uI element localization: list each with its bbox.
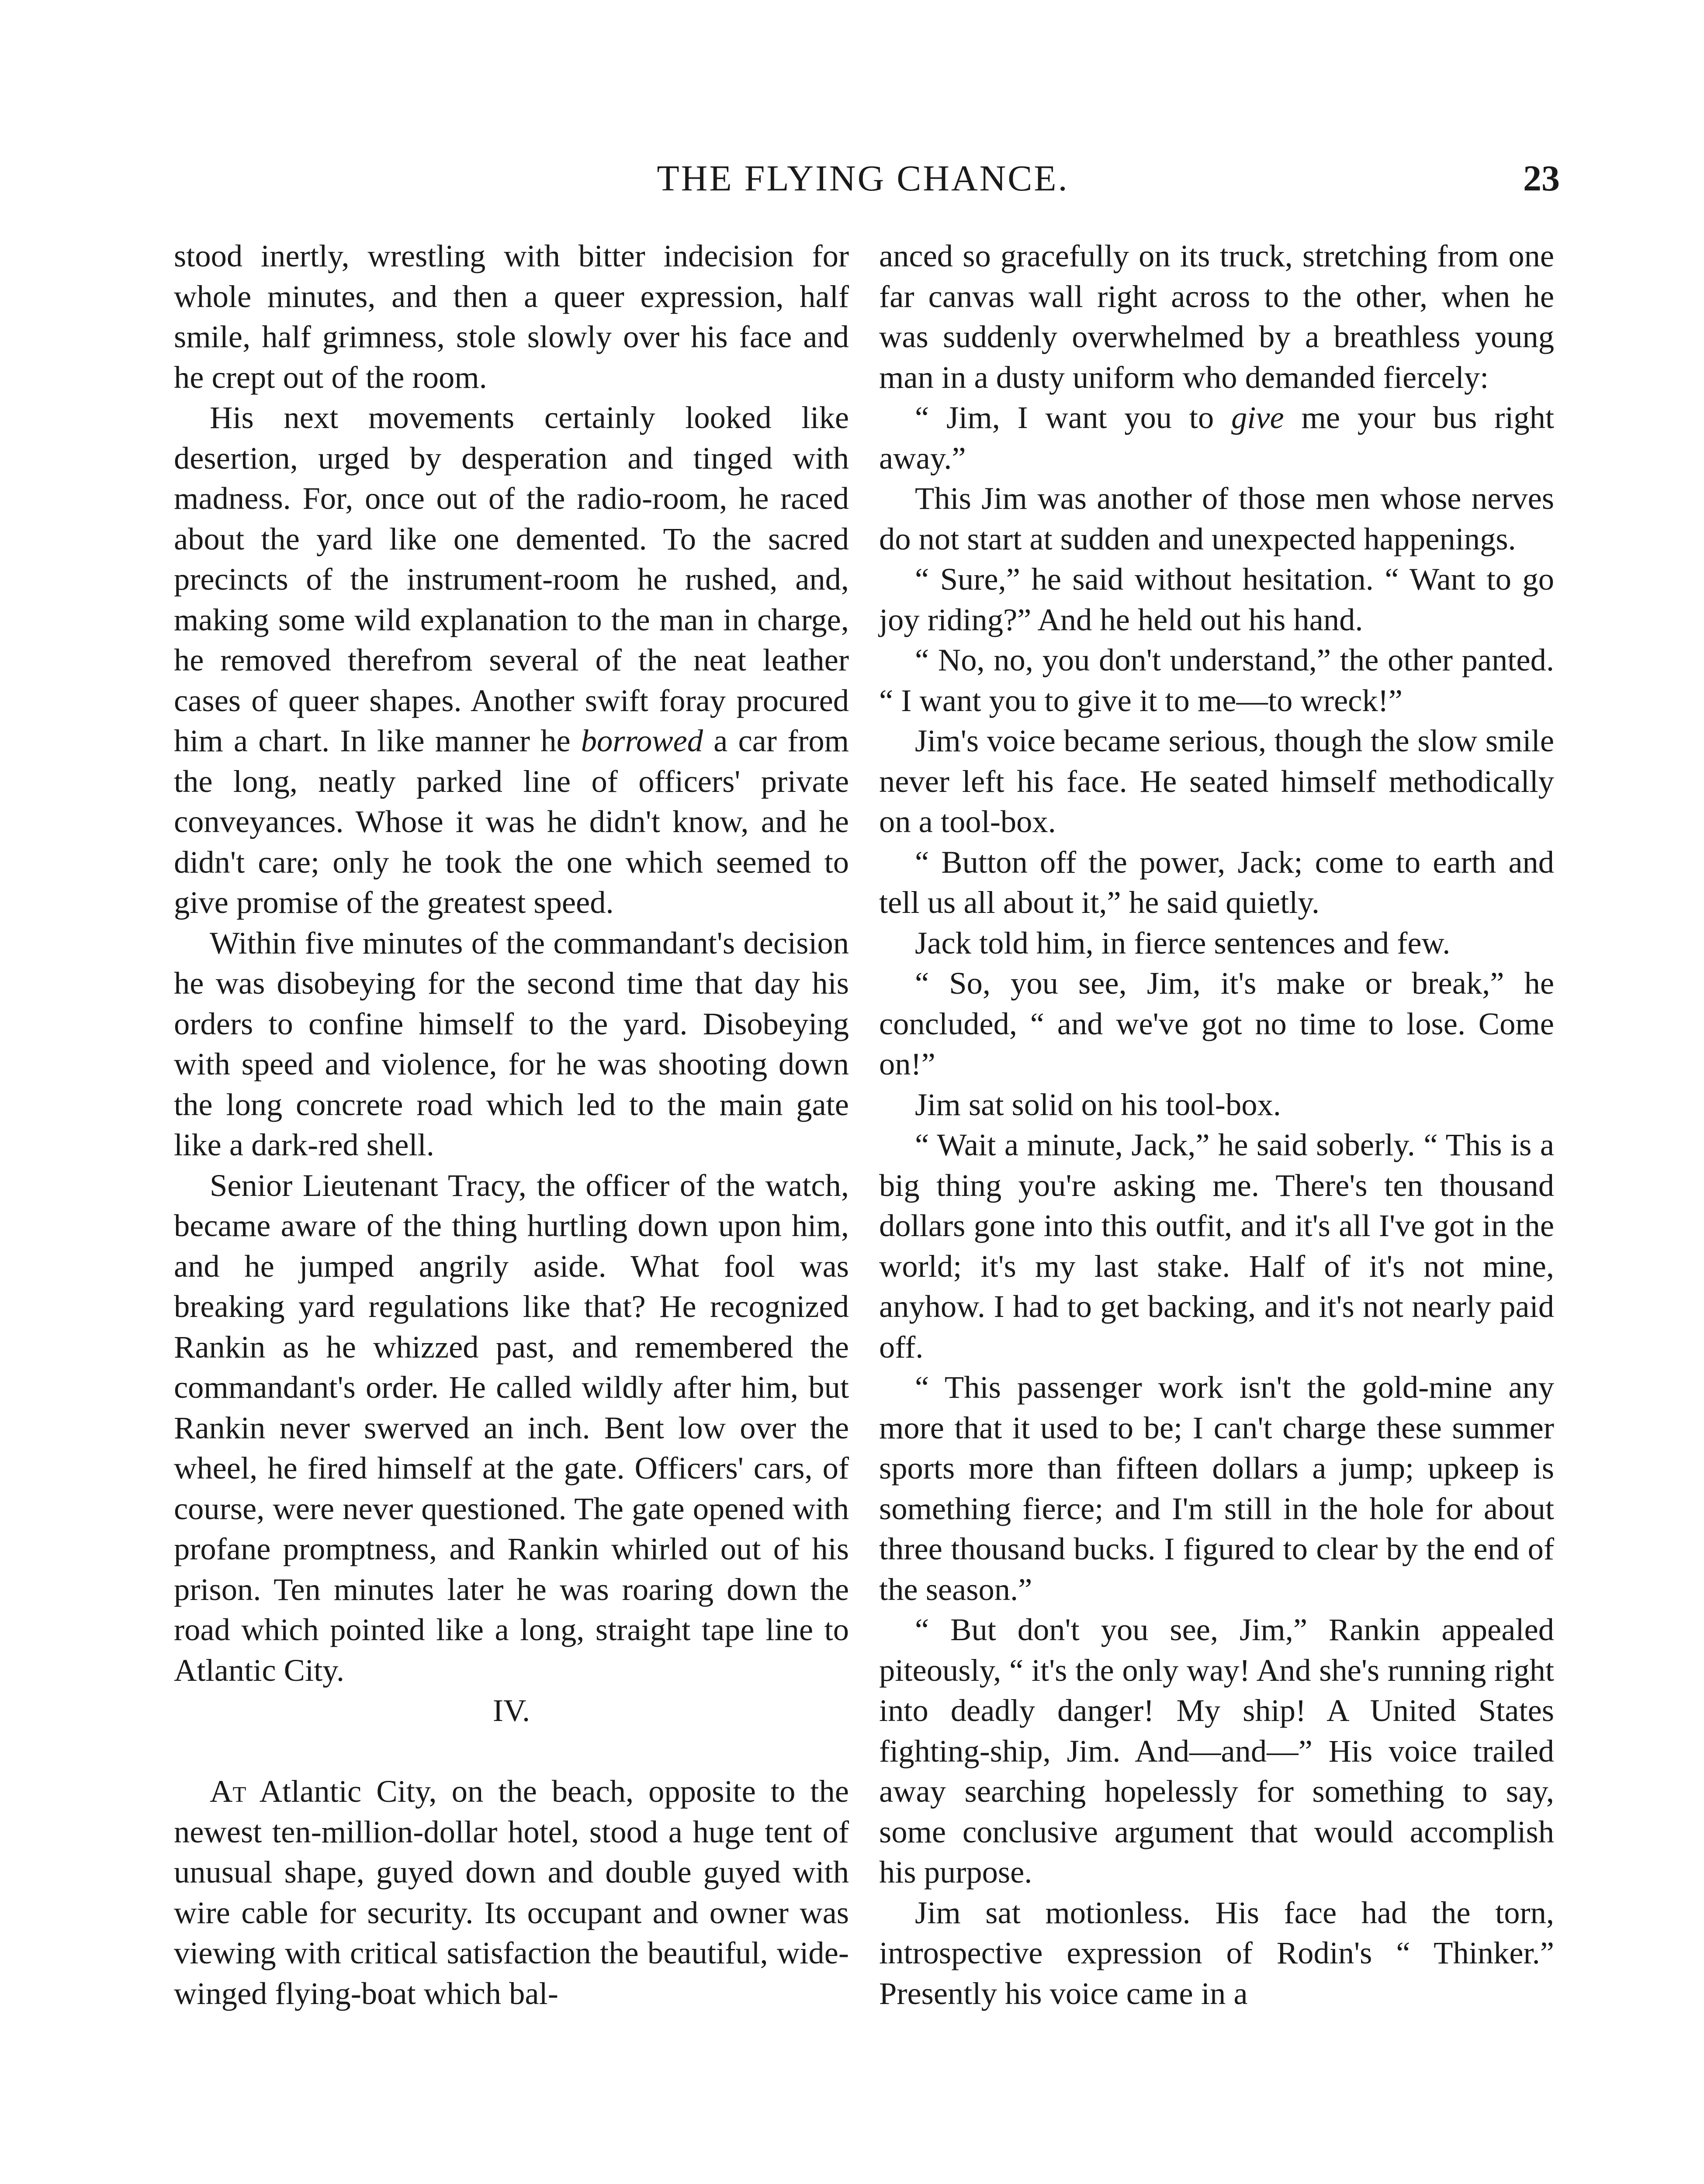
paragraph bbox=[174, 397, 849, 923]
paragraph: “ Button off the power, Jack; come to earth and tell us all about it,” he said quietly. bbox=[879, 844, 1554, 920]
paragraph-text: His next movements certainly looked like desertion, urged by desperation and tinged with madness. For, once out of the radio-room, he raced about the yard like one demented. To the sacred precincts of the instrument-room he rushed, and, making some wild explanation to the man in charge, he removed therefrom several of the neat leather cases of queer shapes. Another swift foray procured him a chart. In like manner he bbox=[174, 400, 849, 758]
running-title: THE FLYING CHANCE. bbox=[657, 158, 1069, 199]
paragraph bbox=[174, 1771, 849, 2014]
small-caps-lead: At bbox=[210, 1773, 246, 1809]
paragraph: Jim sat solid on his tool-box. bbox=[915, 1086, 1281, 1122]
paragraph: stood inertly, wrestling with bitter indecision for whole minutes, and then a queer expression, half smile, half grimness, stole slowly over his face and he crept out of the room. bbox=[174, 238, 849, 395]
emphasis-text: give bbox=[1231, 400, 1284, 435]
section-heading: IV. bbox=[492, 1693, 530, 1728]
paragraph: This Jim was another of those men whose nerves do not start at sudden and unexpected happenings. bbox=[879, 480, 1554, 556]
right-column bbox=[879, 236, 1554, 2014]
paragraph: “ Wait a minute, Jack,” he said soberly. “ This is a big thing you're asking me. There's ten thousand dollars gone into this outfit, and it's all I've got in the world; it's my last stake. Half of it's not mine, anyhow. I had to get backing, and it's not nearly paid off. bbox=[879, 1127, 1554, 1365]
left-column bbox=[174, 236, 849, 2014]
paragraph: Jim sat motionless. His face had the torn, introspective expression of Rodin's “ Thinker.” Presently his voice came in a bbox=[879, 1894, 1554, 2011]
paragraph: Within five minutes of the commandant's decision he was disobeying for the second time that day his orders to confine himself to the yard. Disobeying with speed and violence, for he was shooting down the long concrete road which led to the main gate like a dark-red shell. bbox=[174, 925, 849, 1162]
paragraph: “ No, no, you don't understand,” the other panted. “ I want you to give it to me—to wreck!” bbox=[879, 642, 1554, 718]
page-number: 23 bbox=[1523, 158, 1560, 199]
paragraph-text: a car from the long, neatly parked line of officers' private conveyances. Whose it was he didn't know, and he didn't care; only he took the one which seemed to give promise of the greatest speed. bbox=[174, 723, 849, 920]
paragraph-text: Atlantic City, on the beach, opposite to the newest ten-million-dollar hotel, stood a huge tent of unusual shape, guyed down and double guyed with wire cable for security. Its occupant and owner was viewing with critical satisfaction the beautiful, wide-winged flying-boat which bal- bbox=[174, 1773, 849, 2011]
paragraph-text: me your bus right away.” bbox=[879, 400, 1554, 476]
paragraph bbox=[879, 397, 1554, 478]
emphasis-text: borrowed bbox=[581, 723, 703, 758]
paragraph: “ So, you see, Jim, it's make or break,” he concluded, “ and we've got no time to lose. Come on!” bbox=[879, 965, 1554, 1082]
paragraph-text: “ Jim, I want you to bbox=[915, 400, 1231, 435]
paragraph: “ Sure,” he said without hesitation. “ Want to go joy riding?” And he held out his hand. bbox=[879, 561, 1554, 637]
paragraph: “ This passenger work isn't the gold-mine any more that it used to be; I can't charge these summer sports more than fifteen dollars a jump; upkeep is something fierce; and I'm still in the hole for about three thousand bucks. I figured to clear by the end of the season.” bbox=[879, 1369, 1554, 1607]
paragraph: Jim's voice became serious, though the slow smile never left his face. He seated himself methodically on a tool-box. bbox=[879, 723, 1554, 839]
page-header bbox=[166, 157, 1560, 223]
paragraph: “ But don't you see, Jim,” Rankin appealed piteously, “ it's the only way! And she's running right into deadly danger! My ship! A United States fighting-ship, Jim. And—and—” His voice trailed away searching hopelessly for something to say, some conclusive argument that would accomplish his purpose. bbox=[879, 1612, 1554, 1890]
paragraph: Jack told him, in fierce sentences and few. bbox=[915, 925, 1451, 961]
paragraph: Senior Lieutenant Tracy, the officer of the watch, became aware of the thing hurtling down upon him, and he jumped angrily aside. What fool was breaking yard regulations like that? He recognized Rankin as he whizzed past, and remembered the commandant's order. He called wildly after him, but Rankin never swerved an inch. Bent low over the wheel, he fired himself at the gate. Officers' cars, of course, were never questioned. The gate opened with profane promptness, and Rankin whirled out of his prison. Ten minutes later he was roaring down the road which pointed like a long, straight tape line to Atlantic City. bbox=[174, 1167, 849, 1688]
paragraph: anced so gracefully on its truck, stretching from one far canvas wall right across to the other, when he was suddenly overwhelmed by a breathless young man in a dusty uniform who demanded fiercely: bbox=[879, 238, 1554, 395]
